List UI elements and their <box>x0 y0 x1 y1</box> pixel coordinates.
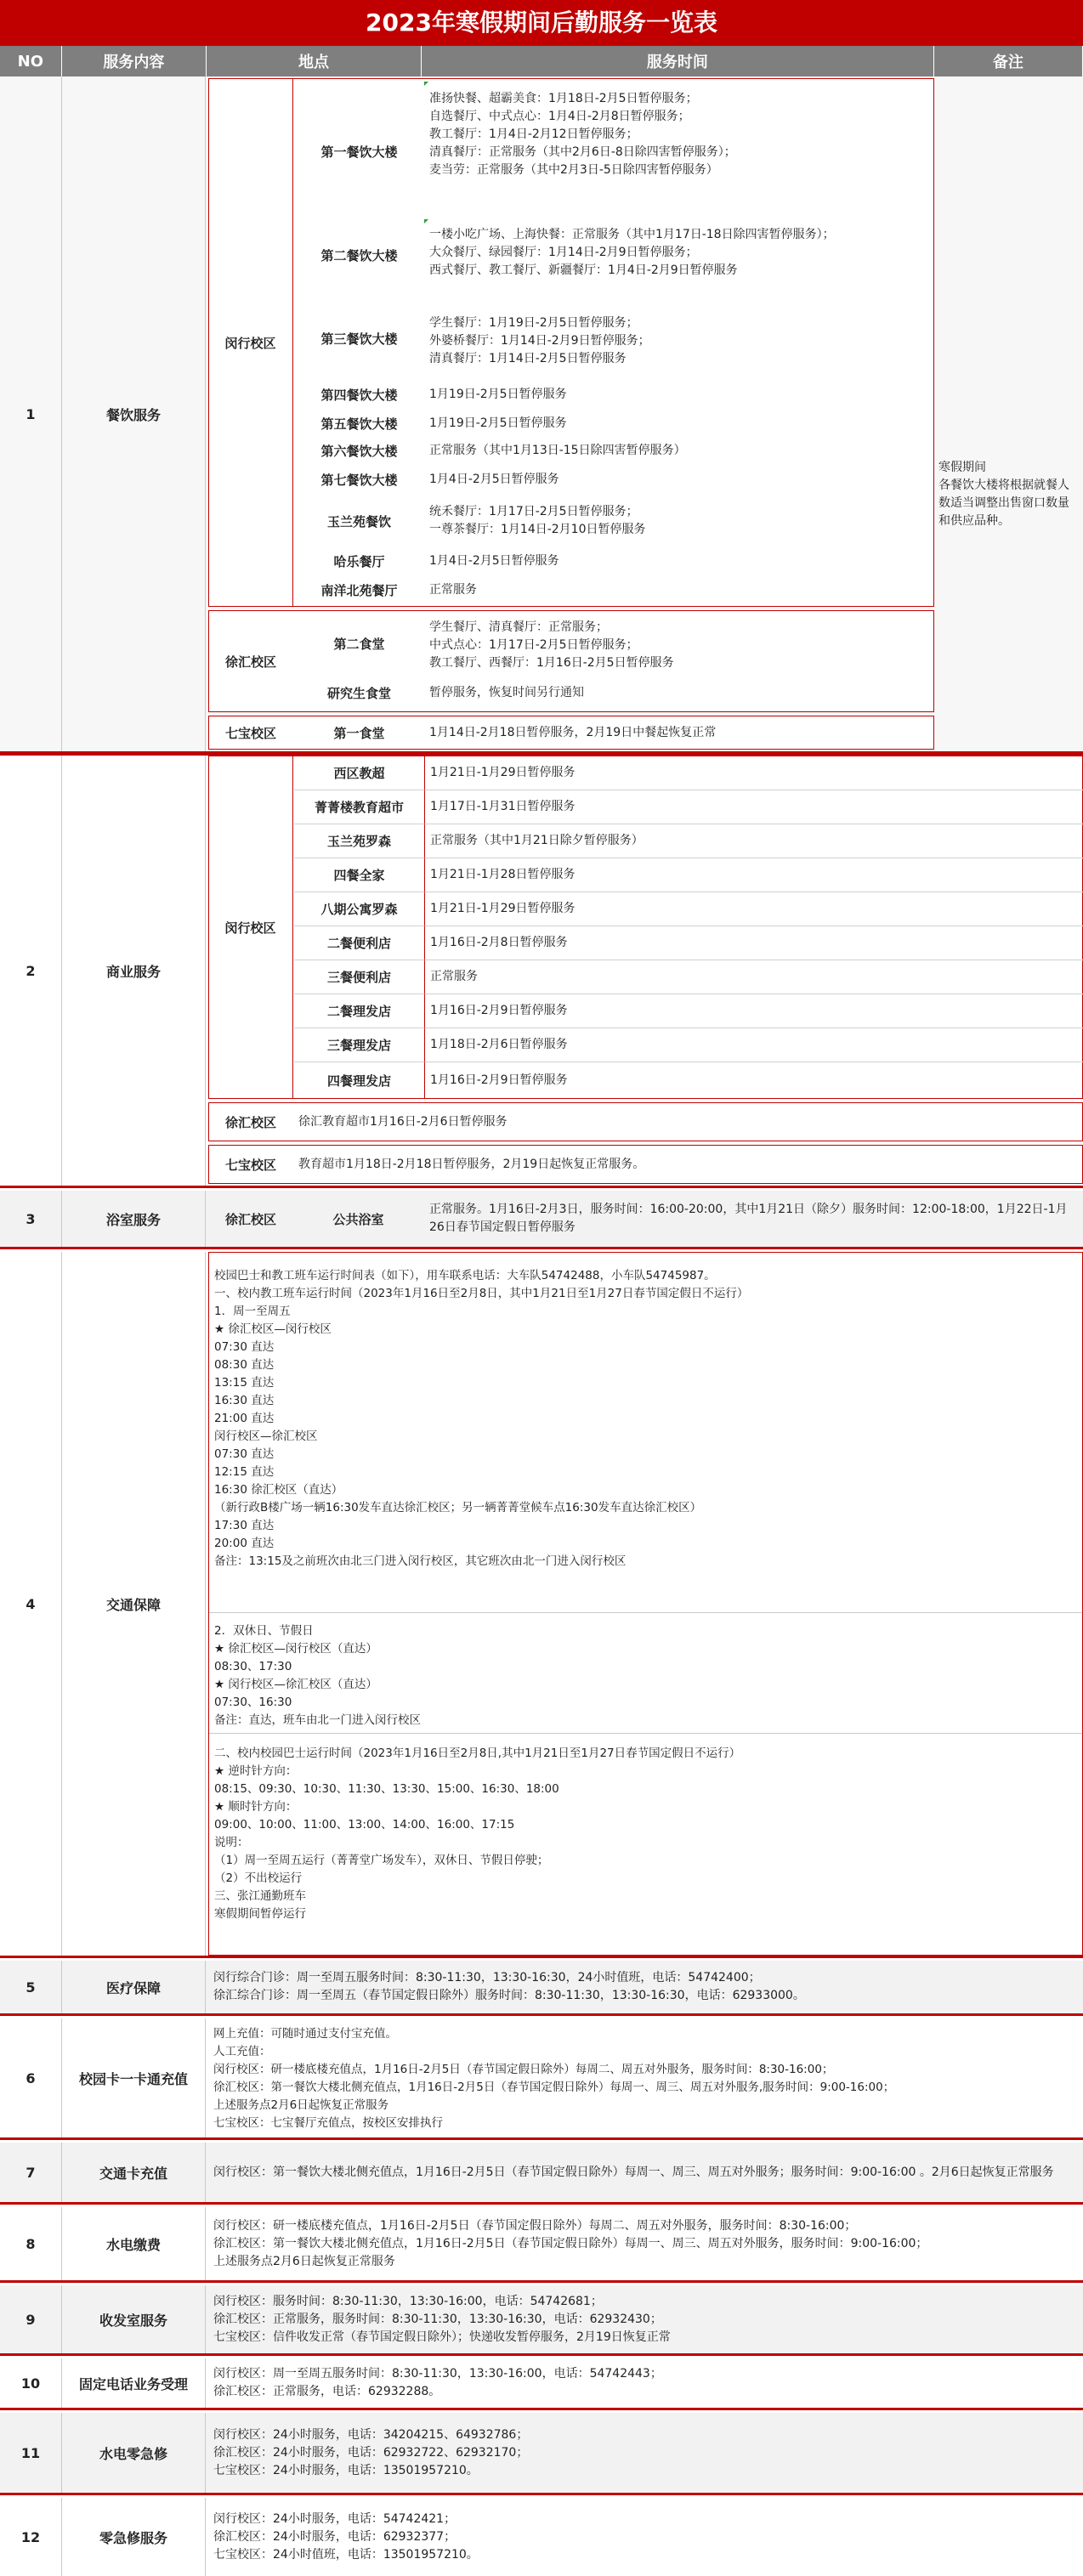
location-canteen-1: 第一餐饮大楼 <box>320 144 398 160</box>
header-remark: 备注 <box>934 46 1083 76</box>
utility-payment-text: 闵行校区：研一楼底楼充值点，1月16日-2月5日（春节国定假日除外）每周二、周五对外服务，服务时间：8:30-16:00； 徐汇校区：第一餐饮大楼北侧充值点，1月16日-2月5日（春节国定假日除外）每周一、周三、周五对外服务，服务时间：9:00-16:00； 上述服务点2月6日起恢复正常服务 <box>213 2218 928 2268</box>
time-hale: 1月4日-2月5日暂停服务 <box>429 553 559 568</box>
time-xuhui-canteen-2: 学生餐厅、清真餐厅：正常服务； 中式点心：1月17日-2月5日暂停服务； 教工餐厅、西餐厅：1月16日-2月5日暂停服务 <box>429 620 674 670</box>
location-barber-2: 二餐理发店 <box>294 994 424 1028</box>
time-canteen-1: 准扬快餐、超霸美食：1月18日-2月5日暂停服务； 自选餐厅、中式点心：1月4日-2月8日暂停服务； 教工餐厅：1月4日-2月12日暂停服务； 清真餐厅：正常服务（其中2月6日-8日除四害暂停服务）； 麦当劳：正常服务（其中2月3日-5日除四害暂停服务） <box>429 92 736 177</box>
location-canteen-2: 第二餐饮大楼 <box>320 247 398 263</box>
transport-campus-bus: 二、校内校园巴士运行时间（2023年1月16日至2月8日,其中1月21日至1月27日春节国定假日不运行） ★ 逆时针方向： 08:15、09:30、10:30、11:30、13:30、15:00、16:30、18:00 ★ 顺时针方向： 09:00、10:00、11:00、13:00、14:00、16:00、17:15 说明： （1）周一至周五运行（菁菁堂广场发车），双休日、节假日停驶； （2）不出校运行 三、张江通勤班车 寒假期间暂停运行 <box>214 1747 741 1921</box>
row-number: 7 <box>26 2164 36 2181</box>
time-familymart: 1月21日-1月28日暂停服务 <box>424 858 1083 892</box>
row-number: 5 <box>26 1979 36 1996</box>
location-canteen-4: 第四餐饮大楼 <box>320 387 398 403</box>
transport-staff-shuttle: 校园巴士和教工班车运行时间表（如下），用车联系电话：大车队54742488，小车队54745987。 一、校内教工班车运行时间（2023年1月16日至2月8日，其中1月21日至1月27日春节国定假日不运行） 1．周一至周五 ★ 徐汇校区—闵行校区 07:30 直达 08:30 直达 13:15 直达 16:30 直达 21:00 直达 闵行校区—徐汇校区 07:30 直达 12:15 直达 16:30 徐汇校区（直达） （新行政B楼广场一辆16:30发车直达徐汇校区；另一辆菁菁堂候车点16:30发车直达徐汇校区） 17:30 直达 20:00 直达 备注：13:15及之前班次由北三门进入闵行校区，其它班次由北一门进入闵行校区 <box>214 1269 749 1568</box>
location-jingjing-supermarket: 菁菁楼教育超市 <box>294 790 424 824</box>
mailroom-text: 闵行校区：服务时间：8:30-11:30，13:30-16:00，电话：54742681； 徐汇校区：正常服务，服务时间：8:30-11:30，13:30-16:30，电话：62932430； 七宝校区：信件收发正常（春节国定假日除外）；快递收发暂停服务，2月19日恢复正常 <box>213 2294 671 2344</box>
time-xuhui-supermarket: 徐汇教育超市1月16日-2月6日暂停服务 <box>298 1114 507 1129</box>
section-bath <box>0 1191 1083 1249</box>
time-canteen-4: 1月19日-2月5日暂停服务 <box>429 387 567 401</box>
row-number: 1 <box>26 405 36 422</box>
service-name: 零急修服务 <box>61 2498 206 2576</box>
location-canteen-5: 第五餐饮大楼 <box>320 416 398 432</box>
section-repair <box>0 2498 1083 2576</box>
section-campus-card <box>0 2018 1083 2140</box>
section-medical <box>0 1961 1083 2016</box>
location-store-2: 二餐便利店 <box>294 926 424 960</box>
location-familymart: 四餐全家 <box>294 858 424 892</box>
location-grad-canteen: 研究生食堂 <box>326 685 391 701</box>
time-store-2: 1月16日-2月8日暂停服务 <box>424 926 1083 960</box>
section-transport <box>0 1252 1083 1958</box>
campus-xuhui: 徐汇校区 <box>224 654 276 670</box>
service-name: 水电缴费 <box>61 2207 206 2280</box>
row-number: 8 <box>26 2235 36 2252</box>
transit-card-text: 闵行校区：第一餐饮大楼北侧充值点，1月16日-2月5日（春节国定假日除外）每周一、周三、周五对外服务；服务时间：9:00-16:00 。2月6日起恢复正常服务 <box>213 2165 1054 2179</box>
row-number: 2 <box>26 962 36 979</box>
time-barber-4: 1月16日-2月9日暂停服务 <box>424 1062 1083 1099</box>
campus-minhang: 闵行校区 <box>208 756 293 1099</box>
location-canteen-7: 第七餐饮大楼 <box>320 472 398 488</box>
section-catering <box>0 76 1083 754</box>
time-canteen-6: 正常服务（其中1月13日-15日除四害暂停服务） <box>429 443 686 457</box>
service-name: 餐饮服务 <box>61 76 206 751</box>
location-public-bath: 公共浴室 <box>332 1211 384 1227</box>
time-canteen-5: 1月19日-2月5日暂停服务 <box>429 416 567 430</box>
campus-xuhui: 徐汇校区 <box>224 1114 276 1130</box>
time-grad-canteen: 暂停服务，恢复时间另行通知 <box>429 685 584 699</box>
time-public-bath: 正常服务。1月16日-2月3日，服务时间：16:00-20:00，其中1月21日（除夕）服务时间：12:00-18:00，1月22日-1月26日春节国定假日暂停服务 <box>429 1203 1068 1234</box>
row-number: 4 <box>26 1595 36 1612</box>
time-canteen-2: 一楼小吃广场、上海快餐：正常服务（其中1月17日-18日除四害暂停服务）； 大众餐厅、绿园餐厅：1月14日-2月9日暂停服务； 西式餐厅、教工餐厅、新疆餐厅：1月4日-2月9日暂停服务 <box>429 228 835 277</box>
location-nanyang: 南洋北苑餐厅 <box>320 582 398 598</box>
header-location: 地点 <box>207 46 422 76</box>
time-nanyang: 正常服务 <box>429 582 477 597</box>
transport-weekend-shuttle: 2．双休日、节假日 ★ 徐汇校区—闵行校区（直达） 08:30、17:30 ★ 闵行校区—徐汇校区（直达） 07:30、16:30 备注：直达，班车由北一门进入闵行校区 <box>214 1624 421 1727</box>
repair-text: 闵行校区：24小时服务，电话：54742421； 徐汇校区：24小时服务，电话：62932377； 七宝校区：24小时值班，电话：13501957210。 <box>213 2511 479 2562</box>
time-canteen-3: 学生餐厅：1月19日-2月5日暂停服务； 外婆桥餐厅：1月14日-2月9日暂停服务； 清真餐厅：1月14日-2月5日暂停服务 <box>429 316 650 365</box>
location-qibao-canteen-1: 第一食堂 <box>333 725 385 741</box>
campus-minhang: 闵行校区 <box>208 78 293 607</box>
campus-qibao: 七宝校区 <box>224 725 276 741</box>
section-utility-repair <box>0 2413 1083 2495</box>
time-canteen-7: 1月4日-2月5日暂停服务 <box>429 472 559 486</box>
medical-text: 闵行综合门诊：周一至周五服务时间：8:30-11:30，13:30-16:30，24小时值班，电话：54742400； 徐汇综合门诊：周一至周五（春节国定假日除外）服务时间：8:30-11:30，13:30-16:30，电话：62933000。 <box>213 1971 805 2002</box>
service-name: 收发室服务 <box>61 2285 206 2353</box>
time-jingjing-supermarket: 1月17日-1月31日暂停服务 <box>424 790 1083 824</box>
row-number: 10 <box>20 2375 41 2392</box>
location-west-supermarket: 西区教超 <box>333 765 385 781</box>
row-number: 3 <box>26 1210 36 1227</box>
service-name: 医疗保障 <box>61 1961 206 2013</box>
service-name: 浴室服务 <box>61 1191 206 1247</box>
time-store-3: 正常服务 <box>424 960 1083 994</box>
page-title: 2023年寒假期间后勤服务一览表 <box>0 0 1083 46</box>
utility-repair-text: 闵行校区：24小时服务，电话：34204215、64932786； 徐汇校区：24小时服务，电话：62932722、62932170； 七宝校区：24小时服务，电话：13501957210。 <box>213 2427 529 2477</box>
section-mailroom <box>0 2285 1083 2356</box>
time-yulanyuan-lawson: 正常服务（其中1月21日除夕暂停服务） <box>424 824 1083 858</box>
location-canteen-6: 第六餐饮大楼 <box>320 443 398 459</box>
time-qibao-canteen-1: 1月14日-2月18日暂停服务，2月19日中餐起恢复正常 <box>429 725 717 739</box>
campus-xuhui: 徐汇校区 <box>224 1211 276 1227</box>
table-header <box>0 46 1083 76</box>
service-name: 水电零急修 <box>61 2413 206 2493</box>
header-no: NO <box>0 46 62 76</box>
service-name: 交通卡充值 <box>61 2143 206 2202</box>
section-landline <box>0 2358 1083 2410</box>
row-number: 11 <box>20 2444 41 2461</box>
row-number: 9 <box>26 2311 36 2328</box>
time-dorm8-lawson: 1月21日-1月29日暂停服务 <box>424 892 1083 926</box>
section-utility-payment <box>0 2207 1083 2283</box>
service-name: 固定电话业务受理 <box>61 2358 206 2408</box>
header-time: 服务时间 <box>422 46 934 76</box>
location-barber-3: 三餐理发店 <box>294 1028 424 1062</box>
row-number: 6 <box>26 2069 36 2086</box>
time-barber-2: 1月16日-2月9日暂停服务 <box>424 994 1083 1028</box>
location-barber-4: 四餐理发店 <box>294 1062 424 1099</box>
time-qibao-supermarket: 教育超市1月18日-2月18日暂停服务，2月19日起恢复正常服务。 <box>298 1157 645 1171</box>
service-name: 交通保障 <box>61 1252 206 1956</box>
section-commerce <box>0 754 1083 1188</box>
location-yulanyuan: 玉兰苑餐饮 <box>326 513 391 529</box>
row-number: 12 <box>20 2528 41 2545</box>
location-store-3: 三餐便利店 <box>294 960 424 994</box>
location-dorm8-lawson: 八期公寓罗森 <box>294 892 424 926</box>
remark-catering: 寒假期间 各餐饮大楼将根据就餐人数适当调整出售窗口数量和供应品种。 <box>938 461 1069 528</box>
service-name: 校园卡一卡通充值 <box>61 2018 206 2137</box>
location-yulanyuan-lawson: 玉兰苑罗森 <box>294 824 424 858</box>
section-transit-card <box>0 2143 1083 2205</box>
campus-qibao: 七宝校区 <box>224 1157 276 1173</box>
location-canteen-3: 第三餐饮大楼 <box>320 331 398 347</box>
time-west-supermarket: 1月21日-1月29日暂停服务 <box>424 756 1083 790</box>
landline-text: 闵行校区：周一至周五服务时间：8:30-11:30，13:30-16:00，电话：54742443； 徐汇校区：正常服务，电话：62932288。 <box>213 2367 662 2398</box>
campus-card-text: 网上充值：可随时通过支付宝充值。 人工充值： 闵行校区：研一楼底楼充值点，1月16日-2月5日（春节国定假日除外）每周二、周五对外服务，服务时间：8:30-16:00； 徐汇校区：第一餐饮大楼北侧充值点，1月16日-2月5日（春节国定假日除外）每周一、周三、周五对外服务,服务时间：9:00-16:00； 上述服务点2月6日起恢复正常服务 七宝校区：七宝餐厅充值点，按校区安排执行 <box>213 2027 895 2130</box>
time-yulanyuan: 统禾餐厅：1月17日-2月5日暂停服务； 一尊茶餐厅：1月14日-2月10日暂停服务 <box>429 505 646 536</box>
location-xuhui-canteen-2: 第二食堂 <box>333 636 385 652</box>
header-service: 服务内容 <box>62 46 207 76</box>
service-name: 商业服务 <box>61 756 206 1186</box>
location-hale: 哈乐餐厅 <box>333 553 385 569</box>
time-barber-3: 1月18日-2月6日暂停服务 <box>424 1028 1083 1062</box>
